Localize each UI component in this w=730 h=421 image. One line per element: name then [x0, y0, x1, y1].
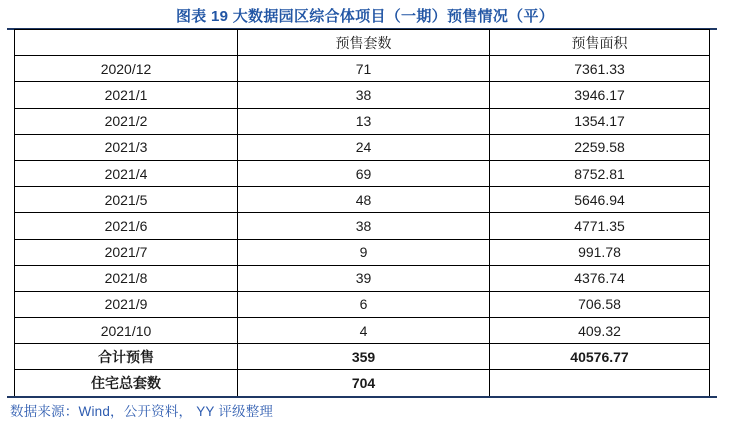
cell-units: 71 [238, 56, 490, 82]
cell-units: 9 [238, 239, 490, 265]
row-label: 2021/2 [15, 108, 238, 134]
cell-area: 7361.33 [490, 56, 710, 82]
row-label: 2021/10 [15, 318, 238, 344]
cell-units: 39 [238, 265, 490, 291]
cell-area: 4771.35 [490, 213, 710, 239]
cell-area: 2259.58 [490, 134, 710, 160]
figure-title: 图表 19 大数据园区综合体项目（一期）预售情况（平） [175, 8, 555, 25]
row-label: 2021/7 [15, 239, 238, 265]
table-total-row [15, 370, 710, 396]
cell-area: 4376.74 [490, 265, 710, 291]
cell-area: 8752.81 [490, 160, 710, 186]
table-total-row [15, 344, 710, 370]
row-label: 2021/9 [15, 291, 238, 317]
row-label: 2021/6 [15, 213, 238, 239]
header-cell-blank [15, 30, 238, 56]
cell-units: 4 [238, 318, 490, 344]
cell-area: 3946.17 [490, 82, 710, 108]
cell-area: 706.58 [490, 291, 710, 317]
cell-area: 991.78 [490, 239, 710, 265]
table-row [15, 108, 710, 134]
cell-units: 69 [238, 160, 490, 186]
cell-units: 6 [238, 291, 490, 317]
row-label: 住宅总套数 [15, 370, 238, 396]
cell-area: 409.32 [490, 318, 710, 344]
header-cell-area: 预售面积 [490, 30, 710, 56]
cell-area: 40576.77 [490, 344, 710, 370]
table-row [15, 239, 710, 265]
table-row [15, 56, 710, 82]
data-source: 数据来源：Wind，公开资料， YY 评级整理 [10, 404, 274, 419]
row-label: 合计预售 [15, 344, 238, 370]
cell-area: 5646.94 [490, 187, 710, 213]
cell-units: 359 [238, 344, 490, 370]
table-row [15, 82, 710, 108]
table-row [15, 265, 710, 291]
table-row [15, 160, 710, 186]
table-row [15, 318, 710, 344]
row-label: 2021/3 [15, 134, 238, 160]
cell-units: 38 [238, 82, 490, 108]
table-row [15, 291, 710, 317]
presale-table [14, 29, 710, 397]
cell-units: 13 [238, 108, 490, 134]
table-header-row [15, 30, 710, 56]
cell-units: 704 [238, 370, 490, 396]
cell-area: 1354.17 [490, 108, 710, 134]
table-row [15, 213, 710, 239]
row-label: 2021/1 [15, 82, 238, 108]
table-row [15, 187, 710, 213]
header-cell-units: 预售套数 [238, 30, 490, 56]
cell-units: 48 [238, 187, 490, 213]
row-label: 2021/4 [15, 160, 238, 186]
bottom-divider [7, 396, 717, 398]
cell-units: 38 [238, 213, 490, 239]
cell-area [490, 370, 710, 396]
cell-units: 24 [238, 134, 490, 160]
row-label: 2021/5 [15, 187, 238, 213]
row-label: 2020/12 [15, 56, 238, 82]
table-row [15, 134, 710, 160]
row-label: 2021/8 [15, 265, 238, 291]
